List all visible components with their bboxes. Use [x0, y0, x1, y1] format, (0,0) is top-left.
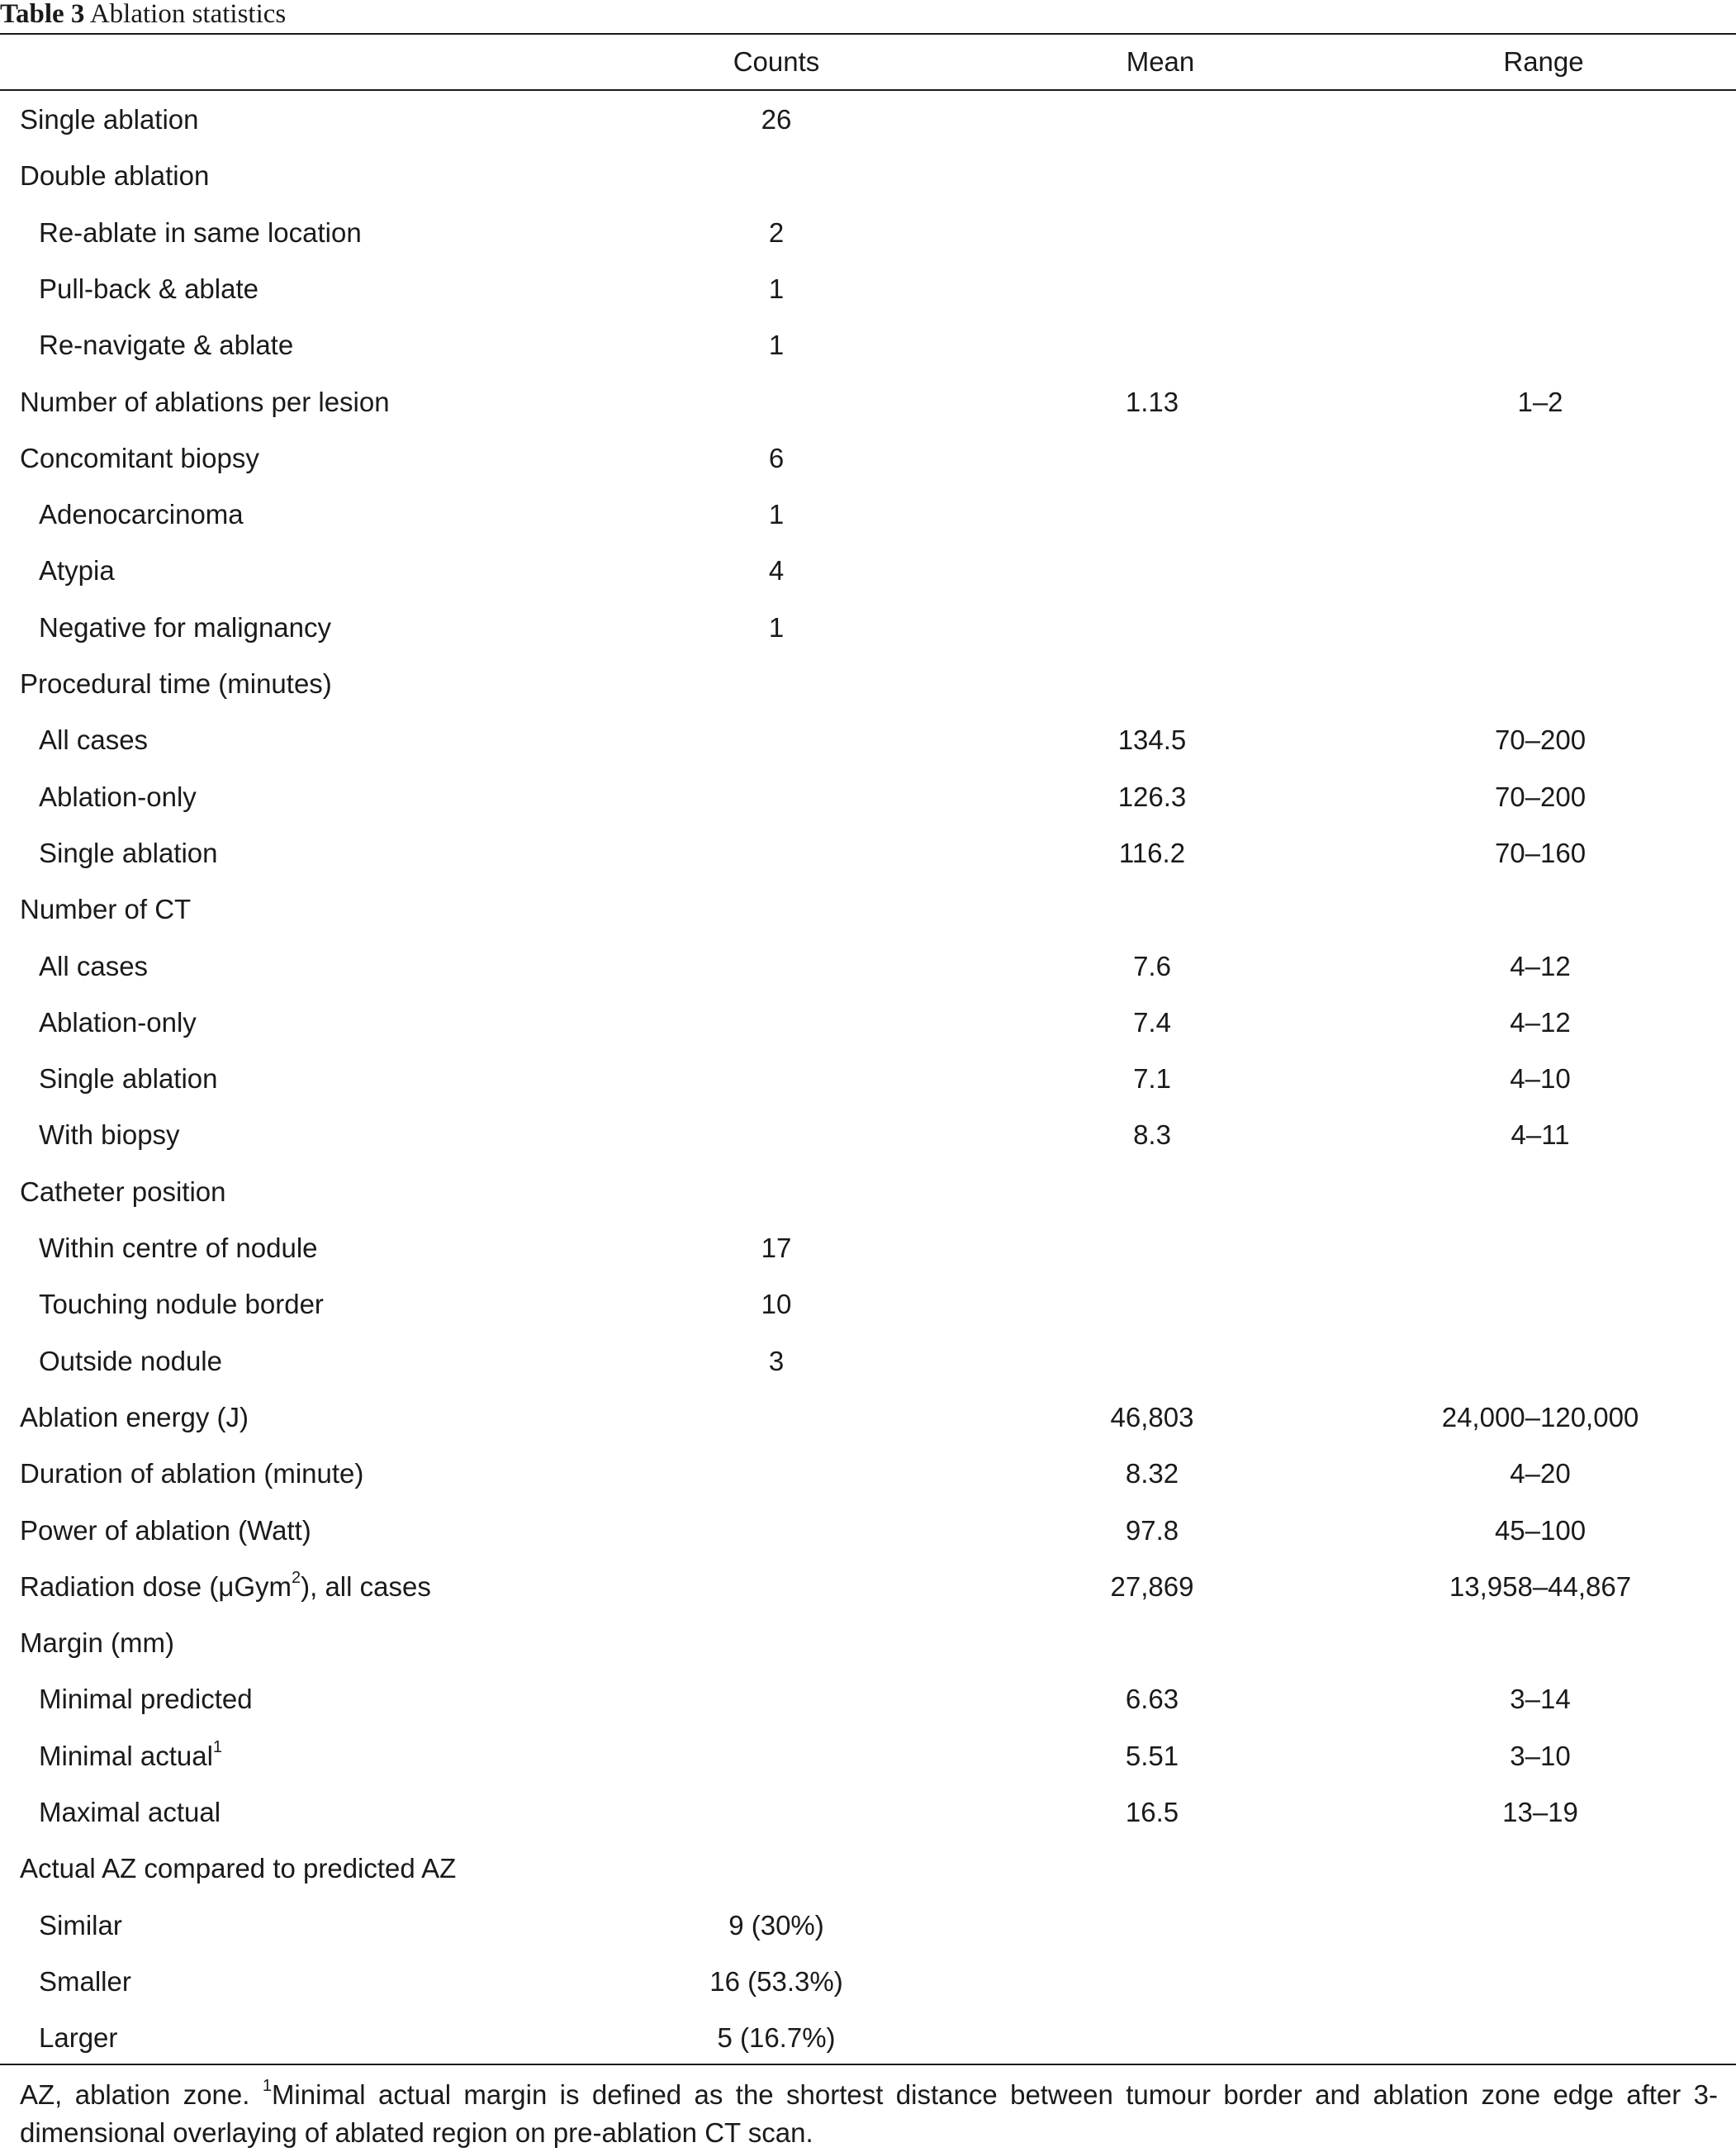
cell-counts: 1: [768, 273, 785, 304]
header-rule: [0, 89, 1736, 91]
cell-range: 45–100: [1494, 1515, 1587, 1546]
row-label: [39, 329, 293, 362]
table-row: [0, 1401, 1736, 1434]
cell-counts: 26: [761, 104, 792, 135]
row-label-text: Duration of ablation (minute): [20, 1458, 364, 1489]
table-title: Ablation statistics: [89, 0, 287, 29]
table-row: [0, 611, 1736, 644]
row-label: [39, 837, 218, 870]
row-label: [20, 1457, 363, 1490]
cell-range: 3–10: [1510, 1741, 1571, 1771]
row-label: [39, 216, 362, 249]
cell-counts: 4: [768, 555, 785, 586]
row-label: [39, 1683, 253, 1716]
row-label: [39, 950, 148, 983]
row-label-text: Single ablation: [20, 104, 199, 135]
cell-range: 13,958–44,867: [1449, 1571, 1632, 1602]
table-row: [0, 1740, 1736, 1773]
row-label-text: Smaller: [39, 1966, 131, 1997]
row-label: [20, 1570, 431, 1603]
row-label-text: Number of CT: [20, 894, 192, 924]
cell-mean: 97.8: [1125, 1515, 1179, 1546]
footnote-marker: 1: [262, 2077, 272, 2095]
cell-counts: 3: [768, 1346, 785, 1376]
cell-mean: 6.63: [1125, 1684, 1179, 1714]
cell-range: 70–160: [1494, 838, 1587, 868]
table-row: [0, 216, 1736, 249]
row-label-text: All cases: [39, 951, 149, 981]
row-label-text: Larger: [39, 2022, 118, 2053]
row-label-text: All cases: [39, 724, 149, 755]
table-footnote: [20, 2076, 1718, 2152]
header-counts: Counts: [733, 46, 820, 77]
table-row: [0, 1006, 1736, 1039]
cell-counts: 1: [768, 499, 785, 530]
cell-mean: 116.2: [1118, 838, 1186, 868]
row-label-text: Re-navigate & ablate: [39, 330, 294, 360]
cell-range: 70–200: [1494, 781, 1587, 812]
table-row: [0, 1062, 1736, 1095]
row-label-text: Single ablation: [39, 838, 218, 868]
cell-mean: 5.51: [1125, 1741, 1179, 1771]
cell-mean: 7.6: [1133, 951, 1171, 981]
row-label: [20, 442, 259, 475]
row-label-text: Ablation energy (J): [20, 1402, 249, 1432]
row-label-text: Number of ablations per lesion: [20, 387, 390, 417]
row-label: [39, 273, 259, 306]
row-label: [39, 498, 244, 531]
row-label: [39, 1345, 222, 1378]
row-label-text: With biopsy: [39, 1119, 180, 1150]
cell-range: 3–14: [1510, 1684, 1571, 1714]
row-label: [20, 1176, 225, 1209]
bottom-rule: [0, 2064, 1736, 2065]
row-label: [39, 1909, 122, 1942]
row-label-text: Catheter position: [20, 1176, 226, 1207]
row-label: [20, 1852, 456, 1885]
cell-counts: 16 (53.3%): [709, 1966, 843, 1997]
row-label-text: Maximal actual: [39, 1797, 221, 1827]
row-label: [39, 1062, 218, 1095]
row-label-text: Ablation-only: [39, 1007, 197, 1038]
footnote-marker: 1: [212, 1738, 223, 1756]
cell-range: 70–200: [1494, 724, 1587, 755]
row-label: [20, 1514, 311, 1547]
footnote-marker: 2: [292, 1569, 301, 1587]
table-row: [0, 1965, 1736, 1998]
cell-range: 13–19: [1502, 1797, 1578, 1827]
table-row: [0, 1288, 1736, 1321]
row-label: [39, 724, 148, 757]
row-label: [39, 1288, 324, 1321]
cell-range: 24,000–120,000: [1441, 1402, 1639, 1432]
cell-mean: 1.13: [1125, 387, 1179, 417]
row-label-text: Double ablation: [20, 160, 210, 191]
cell-counts: 9 (30%): [728, 1910, 824, 1941]
cell-range: 1–2: [1517, 387, 1563, 417]
cell-mean: 16.5: [1125, 1797, 1179, 1827]
table-row: [0, 2021, 1736, 2055]
cell-mean: 7.1: [1133, 1063, 1171, 1094]
table-row: [0, 1570, 1736, 1603]
row-label-text: Power of ablation (Watt): [20, 1515, 311, 1546]
header-range: Range: [1503, 46, 1584, 77]
row-label-text: Atypia: [39, 555, 115, 586]
row-label-text: Within centre of nodule: [39, 1233, 318, 1263]
row-label-text: Margin (mm): [20, 1627, 174, 1658]
cell-counts: 6: [768, 443, 785, 473]
row-label: [39, 1740, 222, 1773]
row-label: [39, 2021, 117, 2055]
cell-range: 4–10: [1510, 1063, 1571, 1094]
top-rule: [0, 33, 1736, 35]
row-label: [39, 554, 115, 587]
table-row: [0, 781, 1736, 814]
cell-counts: 5 (16.7%): [717, 2022, 836, 2053]
row-label: [20, 1401, 249, 1434]
table-row: [0, 893, 1736, 926]
table-row: [0, 1796, 1736, 1829]
table-number: Table 3: [0, 0, 85, 29]
table-row: [0, 1909, 1736, 1942]
table-row: [0, 498, 1736, 531]
row-label: [39, 1796, 221, 1829]
row-label-text: Adenocarcinoma: [39, 499, 244, 530]
cell-range: 4–20: [1510, 1458, 1571, 1489]
row-label-text: Outside nodule: [39, 1346, 222, 1376]
cell-counts: 1: [768, 330, 785, 360]
table-row: [0, 273, 1736, 306]
row-label-text: Pull-back & ablate: [39, 273, 259, 304]
cell-mean: 134.5: [1117, 724, 1187, 755]
row-label-text: Procedural time (minutes): [20, 668, 332, 699]
row-label: [20, 386, 390, 419]
cell-mean: 126.3: [1117, 781, 1187, 812]
row-label: [20, 667, 332, 701]
cell-counts: 17: [761, 1233, 792, 1263]
table-row: [0, 1457, 1736, 1490]
row-label-text: Radiation dose (μGym: [20, 1571, 292, 1602]
cell-mean: 8.32: [1125, 1458, 1179, 1489]
row-label-text: Re-ablate in same location: [39, 217, 362, 248]
footnote-lead: AZ, ablation zone.: [20, 2079, 263, 2110]
row-label-text: Ablation-only: [39, 781, 197, 812]
row-label: [39, 1006, 197, 1039]
cell-range: 4–11: [1511, 1119, 1570, 1150]
table-row: [0, 1119, 1736, 1152]
row-label-text: Concomitant biopsy: [20, 443, 259, 473]
row-label-text: Actual AZ compared to predicted AZ: [20, 1853, 457, 1884]
table-row: [0, 1852, 1736, 1885]
cell-range: 4–12: [1510, 951, 1571, 981]
row-label: [20, 103, 199, 136]
table-row: [0, 329, 1736, 362]
cell-mean: 46,803: [1110, 1402, 1194, 1432]
table-row: [0, 724, 1736, 757]
table-row: [0, 1232, 1736, 1265]
row-label: [20, 159, 209, 192]
table-row: [0, 159, 1736, 192]
row-label-text: Touching nodule border: [39, 1289, 324, 1319]
table-row: [0, 103, 1736, 136]
row-label-suffix: ), all cases: [301, 1571, 431, 1602]
row-label: [39, 1119, 180, 1152]
table-row: [0, 1683, 1736, 1716]
table-row: [0, 386, 1736, 419]
table-row: [0, 442, 1736, 475]
cell-counts: 10: [761, 1289, 792, 1319]
cell-mean: 7.4: [1133, 1007, 1171, 1038]
row-label-text: Single ablation: [39, 1063, 218, 1094]
row-label: [39, 1232, 318, 1265]
table-row: [0, 1514, 1736, 1547]
table-row: [0, 1345, 1736, 1378]
table-row: [0, 950, 1736, 983]
cell-mean: 8.3: [1133, 1119, 1171, 1150]
row-label-text: Similar: [39, 1910, 122, 1941]
table-row: [0, 1176, 1736, 1209]
cell-counts: 1: [768, 612, 785, 643]
cell-range: 4–12: [1510, 1007, 1571, 1038]
row-label-text: Negative for malignancy: [39, 612, 332, 643]
row-label: [39, 1965, 131, 1998]
table-row: [0, 837, 1736, 870]
row-label-text: Minimal predicted: [39, 1684, 253, 1714]
row-label: [39, 611, 331, 644]
row-label: [20, 1627, 174, 1660]
header-mean: Mean: [1126, 46, 1195, 77]
cell-counts: 2: [768, 217, 785, 248]
row-label-text: Minimal actual: [39, 1741, 213, 1771]
table-row: [0, 667, 1736, 701]
cell-mean: 27,869: [1110, 1571, 1194, 1602]
footnote-text: Minimal actual margin is defined as the shortest distance between tumour border and ablation zone edge after 3-dimensional overlaying of ablated region on pre-ablation CT scan.: [20, 2079, 1718, 2148]
table-row: [0, 1627, 1736, 1660]
table-caption: [0, 0, 286, 31]
row-label: [20, 893, 191, 926]
row-label: [39, 781, 197, 814]
table-row: [0, 554, 1736, 587]
